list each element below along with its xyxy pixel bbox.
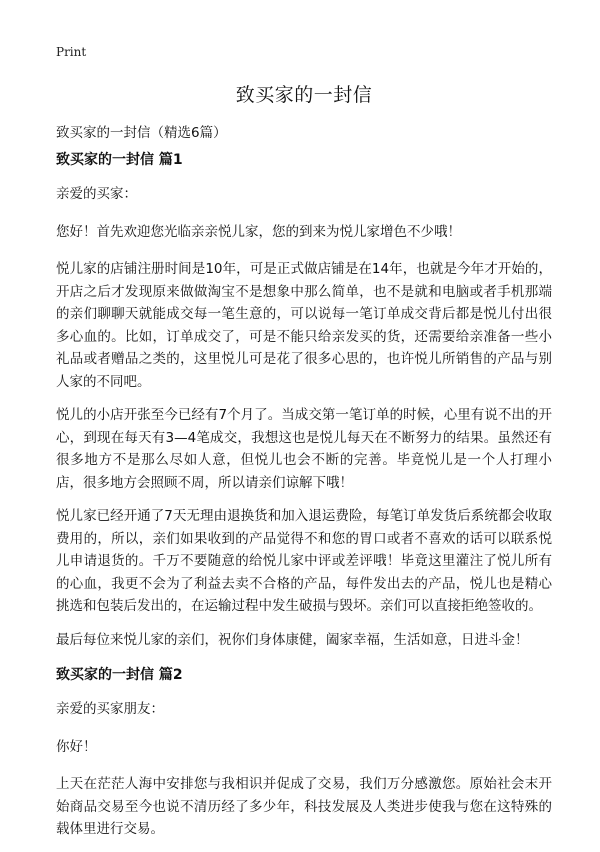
paragraph: 悦儿家已经开通了7天无理由退换货和加入退运费险，每笔订单发货后系统都会收取费用的，所以，亲们如果收到的产品觉得不和您的胃口或者不喜欢的话可以联系悦儿申请退货的。千万不要随意的给悦儿家中评或差评哦！毕竟这里灌注了悦儿所有的心血，我更不会为了利益去卖不合格的产品，每件发出去的产品，悦儿也是精心挑选和包装后发出的，在运输过程中发生破损与毁坏。亲们可以直接拒绝签收的。: [56, 508, 552, 614]
section-heading-1: 致买家的一封信 篇1: [56, 152, 183, 168]
paragraph: 悦儿的小店开张至今已经有7个月了。当成交第一笔订单的时候，心里有说不出的开心，到现在每天有3—4笔成交，我想这也是悦儿每天在不断努力的结果。虽然还有很多地方不是那么尽如人意，但悦儿也会不断的完善。毕竟悦儿是一个人打理小店，很多地方会照顾不周，所以请亲们谅解下哦！: [56, 407, 552, 491]
document-body: [56, 151, 552, 852]
greeting: 你好！: [56, 738, 97, 755]
paragraph: 悦儿家的店铺注册时间是10年，可是正式做店铺是在14年，也就是今年才开始的，开店之后才发现原来做做淘宝不是想象中那么简单，也不是就和电脑或者手机那端的亲们聊聊天就能成交每一笔生意的，可以说每一笔订单成交背后都是悦儿付出很多心血的。比如，订单成交了，可是不能只给亲发买的货，还需要给亲准备一些小礼品或者赠品之类的，这里悦儿可是花了很多心思的，也许悦儿所销售的产品与别人家的不同吧。: [56, 261, 552, 390]
page-title: 致买家的一封信: [235, 84, 373, 106]
salutation: 亲爱的买家：: [56, 186, 137, 202]
document-subtitle: 致买家的一封信（精选6篇）: [56, 125, 227, 141]
section-heading-2: 致买家的一封信 篇2: [56, 667, 183, 683]
print-link[interactable]: Print: [56, 45, 87, 59]
closing-paragraph: 最后每位来悦儿家的亲们，祝你们身体康健，阖家幸福，生活如意，日进斗金！: [56, 631, 529, 648]
paragraph: 上天在茫茫人海中安排您与我相识并促成了交易，我们万分感激您。原始社会末开始商品交易至今也说不清历经了多少年，科技发展及人类进步使我与您在这特殊的载体里进行交易。: [56, 776, 552, 837]
greeting: 您好！首先欢迎您光临亲亲悦儿家，您的到来为悦儿家增色不少哦！: [56, 223, 461, 240]
salutation: 亲爱的买家朋友：: [56, 701, 164, 717]
